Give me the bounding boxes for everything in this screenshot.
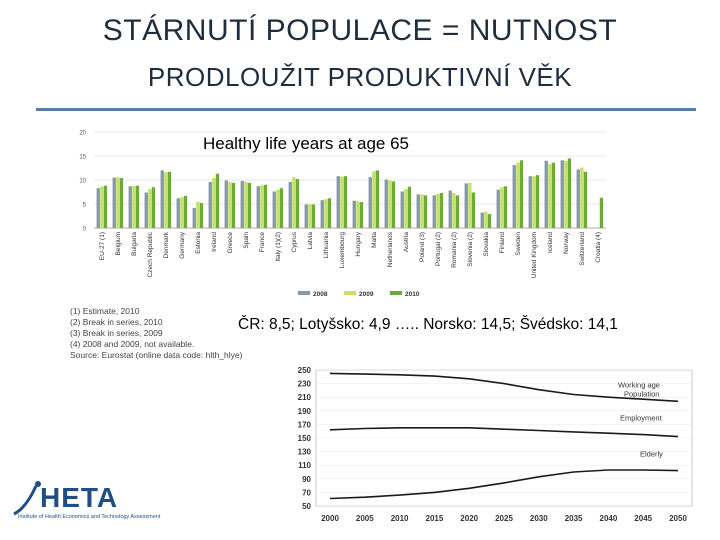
bar <box>100 187 103 228</box>
bar <box>244 182 247 228</box>
bar <box>264 185 267 228</box>
bar <box>532 176 535 228</box>
x-tick-label: 2035 <box>564 514 583 523</box>
bar <box>568 158 571 228</box>
x-tick-label: 2025 <box>495 514 513 523</box>
bar <box>580 168 583 228</box>
bar <box>225 180 228 228</box>
bar <box>257 186 260 228</box>
bar <box>321 200 324 228</box>
x-tick-label: Malta <box>371 232 378 248</box>
y-tick-label: 50 <box>302 502 311 511</box>
bar <box>241 181 244 228</box>
bar <box>488 214 491 228</box>
x-tick-label: Austria <box>403 232 410 253</box>
footnote: (4) 2008 and 2009, not available. <box>70 339 195 349</box>
y-tick-label: 170 <box>297 420 311 430</box>
bar <box>212 178 215 228</box>
slide-title-line2: PRODLOUŽIT PRODUKTIVNÍ VĚK <box>147 62 573 92</box>
y-tick-label: 20 <box>79 130 86 137</box>
bar <box>308 204 311 228</box>
bar <box>113 178 116 228</box>
bar <box>273 192 276 228</box>
bar <box>209 182 212 228</box>
y-tick-label: 150 <box>297 434 311 443</box>
bar <box>497 190 500 228</box>
bar <box>193 208 196 228</box>
bar <box>337 176 340 228</box>
bar <box>545 161 548 228</box>
bar <box>369 177 372 228</box>
legend-swatch <box>344 291 356 295</box>
x-tick-label: Sweden <box>515 232 522 256</box>
x-tick-label: Latvia <box>307 232 314 250</box>
x-tick-label: France <box>259 232 266 253</box>
x-tick-label: Greece <box>227 232 234 254</box>
x-tick-label: 2010 <box>390 514 409 523</box>
x-tick-label: Hungary <box>355 232 362 257</box>
x-tick-label: Poland (3) <box>419 232 426 262</box>
bar <box>145 192 148 228</box>
legend-swatch <box>298 291 310 295</box>
y-tick-label: 5 <box>82 202 86 209</box>
bar <box>408 187 411 228</box>
bar <box>548 164 551 228</box>
y-tick-label: 230 <box>297 379 311 389</box>
bar <box>248 183 251 228</box>
x-tick-label: Bulgaria <box>131 232 138 256</box>
bar <box>129 186 132 228</box>
legend-entry: 2010 <box>405 291 420 298</box>
bar <box>353 201 356 228</box>
bar <box>200 203 203 228</box>
x-tick-label: 2030 <box>529 514 548 523</box>
x-tick-label: 2020 <box>460 514 479 523</box>
x-tick-label: 2040 <box>599 514 618 523</box>
bar <box>529 176 532 228</box>
chart-footnotes <box>70 306 242 361</box>
x-tick-label: Slovenia (2) <box>467 232 474 267</box>
bar <box>148 189 151 228</box>
bar <box>577 169 580 228</box>
bar <box>97 188 100 228</box>
legend-entry: 2009 <box>359 291 374 298</box>
bar <box>552 163 555 228</box>
bar <box>289 182 292 228</box>
x-tick-label: Netherlands <box>387 232 394 268</box>
bar <box>436 194 439 228</box>
x-tick-label: Romania (2) <box>451 232 458 268</box>
bar <box>328 198 331 228</box>
bar <box>420 194 423 228</box>
bar <box>468 183 471 228</box>
heta-logo <box>10 476 170 526</box>
bar <box>324 199 327 228</box>
bar <box>433 195 436 228</box>
x-tick-label: Germany <box>179 232 186 259</box>
bar <box>404 189 407 228</box>
bar <box>136 186 139 228</box>
bar <box>481 213 484 228</box>
title-divider <box>36 108 696 111</box>
bar <box>564 161 567 228</box>
x-tick-label: Finland <box>499 232 506 254</box>
summary-text: ČR: 8,5; Lotyšsko: 4,9 ….. Norsko: 14,5; Švédsko: 14,1 <box>238 316 618 333</box>
slide-title-line1: STÁRNUTÍ POPULACE = NUTNOST <box>102 14 618 47</box>
bar <box>376 170 379 228</box>
x-tick-label: Denmark <box>163 232 170 259</box>
bar <box>305 204 308 228</box>
bar <box>161 170 164 228</box>
x-tick-label: Estonia <box>195 232 202 254</box>
x-tick-label: Iceland <box>547 232 554 253</box>
footnote: (2) Break in series, 2010 <box>70 317 163 327</box>
x-tick-label: Czech Republic <box>147 232 154 278</box>
bar <box>516 163 519 228</box>
logo-subtitle: Institute of Health Economics and Technology Assessment <box>18 514 161 520</box>
bar <box>116 177 119 228</box>
bar <box>216 174 219 228</box>
x-tick-label: Cyprus <box>291 232 298 253</box>
bar <box>196 202 199 228</box>
bar <box>356 201 359 228</box>
bar <box>344 176 347 228</box>
bar <box>164 172 167 228</box>
x-tick-label: EU-27 (1) <box>99 232 106 261</box>
series-label: Working age Population <box>618 380 660 399</box>
bar <box>401 192 404 228</box>
population-projection-line-chart <box>282 362 702 530</box>
x-tick-label: Luxembourg <box>339 232 346 269</box>
bar <box>152 187 155 228</box>
bar <box>340 177 343 228</box>
bar <box>177 198 180 228</box>
bar <box>417 194 420 228</box>
bar <box>296 179 299 228</box>
bar <box>292 177 295 228</box>
healthy-life-years-bar-chart <box>60 124 620 304</box>
x-tick-label: Portugal (2) <box>435 232 442 266</box>
x-tick-label: Switzerland <box>579 232 586 266</box>
x-tick-label: Spain <box>243 232 250 249</box>
bar <box>232 183 235 228</box>
footnote: (3) Break in series, 2009 <box>70 328 163 338</box>
y-tick-label: 10 <box>79 178 86 185</box>
bar <box>536 175 539 228</box>
bar <box>465 183 468 228</box>
x-tick-label: 2050 <box>669 514 687 523</box>
bar <box>312 204 315 228</box>
series-label: Employment <box>620 413 662 423</box>
bar <box>104 186 107 228</box>
logo-text: HETA <box>40 482 119 513</box>
x-tick-label: Belgium <box>115 232 122 256</box>
bar <box>360 202 363 228</box>
x-tick-label: 2005 <box>355 514 374 523</box>
bar <box>484 212 487 228</box>
y-tick-label: 250 <box>297 366 311 375</box>
bar <box>385 180 388 228</box>
bar <box>184 196 187 228</box>
x-tick-label: Norway <box>563 232 570 255</box>
y-tick-label: 0 <box>82 226 86 233</box>
x-tick-label: Croatia (4) <box>595 232 602 263</box>
bar <box>392 181 395 228</box>
bar <box>561 160 564 228</box>
y-tick-label: 110 <box>298 461 311 471</box>
bar <box>168 172 171 228</box>
bar <box>228 182 231 228</box>
bar <box>120 178 123 228</box>
y-tick-label: 210 <box>297 393 311 403</box>
x-tick-label: 2045 <box>634 514 653 523</box>
bar <box>456 195 459 228</box>
bar <box>500 187 503 228</box>
legend-swatch <box>390 291 402 295</box>
bar <box>513 165 516 228</box>
x-tick-label: 2000 <box>321 514 339 523</box>
y-tick-label: 130 <box>297 447 311 457</box>
bar <box>600 198 603 228</box>
bar <box>472 192 475 228</box>
bar <box>424 195 427 228</box>
x-tick-label: United Kingdom <box>531 232 538 279</box>
y-tick-label: 15 <box>79 154 86 161</box>
bar <box>520 160 523 228</box>
y-tick-label: 190 <box>297 406 311 416</box>
bar-chart-title: Healthy life years at age 65 <box>203 134 410 153</box>
bar <box>132 186 135 228</box>
y-tick-label: 90 <box>302 474 311 484</box>
bar <box>504 186 507 228</box>
bar <box>260 185 263 228</box>
bar <box>372 171 375 228</box>
x-tick-label: Italy (1)(2) <box>275 232 282 262</box>
y-tick-label: 70 <box>302 488 311 498</box>
bar <box>584 172 587 228</box>
bar <box>280 188 283 228</box>
bar <box>276 190 279 228</box>
footnote: (1) Estimate, 2010 <box>70 306 140 316</box>
x-tick-label: 2015 <box>425 514 444 523</box>
bar <box>440 193 443 228</box>
footnote-source: Source: Eurostat (online data code: hlth_hlye) <box>70 350 243 360</box>
bar <box>452 193 455 228</box>
bar <box>388 180 391 228</box>
x-tick-label: Lithuania <box>323 232 330 259</box>
x-tick-label: Ireland <box>211 232 218 252</box>
bar <box>180 197 183 228</box>
legend-entry: 2008 <box>313 291 328 298</box>
series-label: Elderly <box>640 449 663 459</box>
bar <box>449 191 452 228</box>
x-tick-label: Slovakia <box>483 232 490 257</box>
